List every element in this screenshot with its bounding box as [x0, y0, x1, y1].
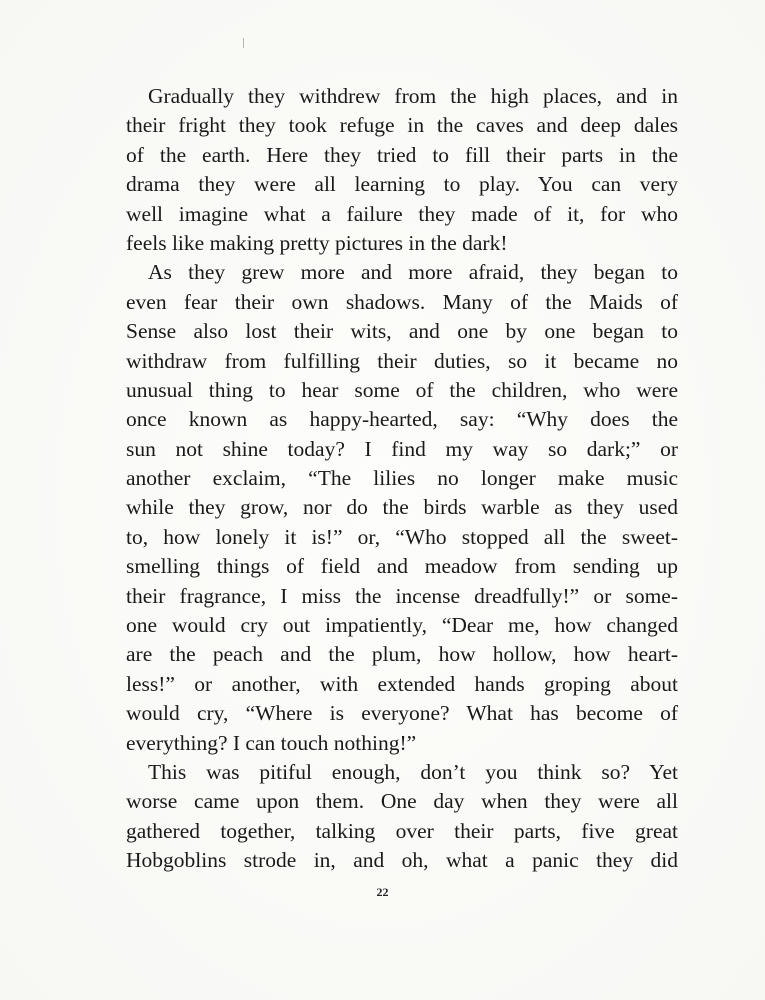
- text-line: even fear their own shadows. Many of the Maids of: [126, 289, 678, 314]
- text-line: worse came upon them. One day when they were all: [126, 789, 678, 814]
- text-line: another exclaim, “The lilies no longer make music: [126, 466, 678, 491]
- text-line: Gradually they withdrew from the high places, and in: [148, 84, 678, 108]
- text-line: withdraw from fulfilling their duties, so it became no: [126, 348, 678, 373]
- text-line: sun not shine today? I find my way so dark;” or: [126, 436, 678, 461]
- text-line: one would cry out impatiently, “Dear me, how changed: [126, 613, 678, 638]
- text-line: their fragrance, I miss the incense dreadfully!” or some-: [126, 583, 678, 608]
- page-number: 22: [376, 885, 389, 899]
- text-line: of the earth. Here they tried to fill their parts in the: [126, 142, 678, 167]
- text-line: Hobgoblins strode in, and oh, what a panic they did: [126, 848, 678, 873]
- text-line: As they grew more and more afraid, they began to: [148, 260, 678, 285]
- text-line: unusual thing to hear some of the children, who were: [126, 377, 678, 402]
- text-line: would cry, “Where is everyone? What has become of: [126, 701, 678, 726]
- text-line: while they grow, nor do the birds warble as they used: [126, 495, 678, 520]
- page-text: [126, 82, 678, 876]
- text-line: less!” or another, with extended hands groping about: [126, 671, 678, 696]
- text-line: are the peach and the plum, how hollow, how heart-: [126, 642, 678, 667]
- text-line: once known as happy-hearted, say: “Why does the: [126, 407, 678, 432]
- text-line: smelling things of field and meadow from sending up: [126, 554, 678, 579]
- text-line: to, how lonely it is!” or, “Who stopped all the sweet-: [126, 524, 678, 549]
- text-line: feels like making pretty pictures in the dark!: [126, 230, 508, 255]
- text-line: gathered together, talking over their parts, five great: [126, 818, 678, 843]
- text-line: their fright they took refuge in the caves and deep dales: [126, 113, 678, 138]
- text-line: Sense also lost their wits, and one by one began to: [126, 319, 678, 344]
- text-line: drama they were all learning to play. You can very: [126, 172, 678, 197]
- text-line: everything? I can touch nothing!”: [126, 730, 417, 755]
- page-speck: [243, 38, 244, 48]
- text-line: This was pitiful enough, don’t you think so? Yet: [148, 759, 678, 784]
- text-line: well imagine what a failure they made of it, for who: [126, 201, 678, 226]
